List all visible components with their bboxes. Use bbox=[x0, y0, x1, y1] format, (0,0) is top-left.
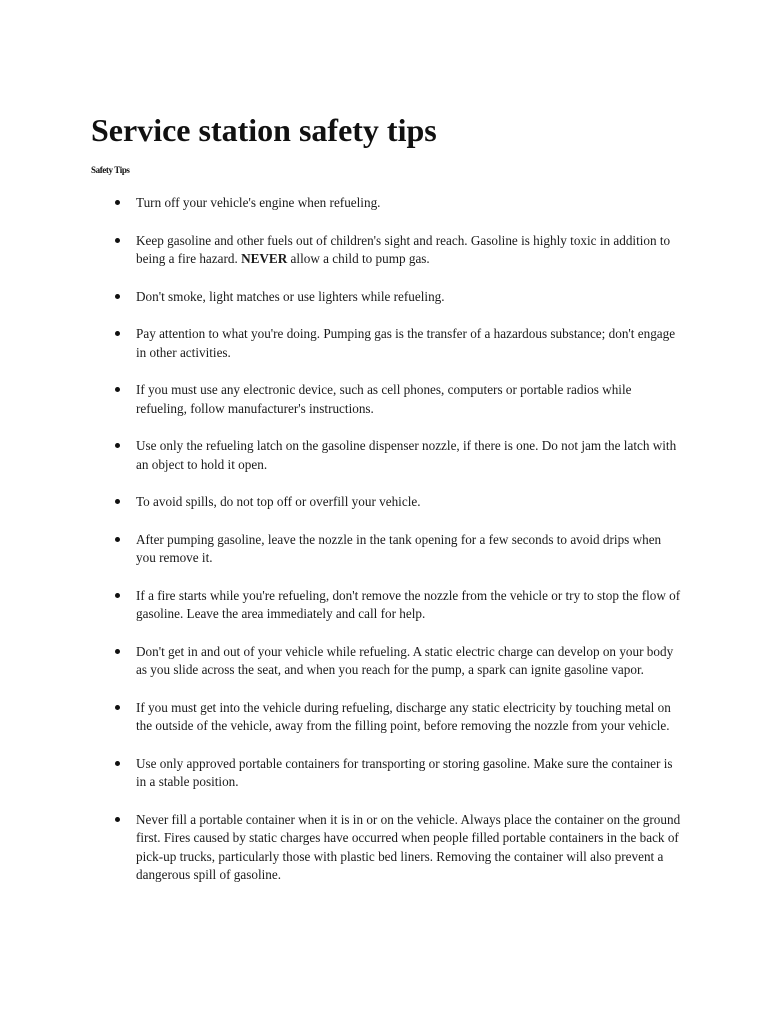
tip-text: After pumping gasoline, leave the nozzle in the tank opening for a few seconds to avoid drips when you remove it. bbox=[136, 531, 662, 565]
tip-text bbox=[136, 233, 670, 267]
bullet-icon bbox=[115, 331, 120, 336]
bullet-icon bbox=[115, 294, 120, 299]
tip-text: Turn off your vehicle's engine when refueling. bbox=[136, 195, 381, 210]
bullet-icon bbox=[115, 238, 120, 243]
list-item bbox=[112, 699, 682, 736]
bullet-icon bbox=[115, 537, 120, 542]
tips-list bbox=[112, 194, 682, 904]
bullet-icon bbox=[115, 817, 120, 822]
list-item bbox=[112, 587, 682, 624]
bullet-icon bbox=[115, 593, 120, 598]
list-item bbox=[112, 381, 682, 418]
list-item bbox=[112, 437, 682, 474]
bullet-icon bbox=[115, 443, 120, 448]
list-item bbox=[112, 493, 682, 512]
list-item bbox=[112, 531, 682, 568]
list-item bbox=[112, 288, 682, 307]
bullet-icon bbox=[115, 649, 120, 654]
tip-text: Pay attention to what you're doing. Pumping gas is the transfer of a hazardous substance; don't engage in other activities. bbox=[136, 326, 676, 360]
list-item bbox=[112, 755, 682, 792]
bullet-icon bbox=[115, 761, 120, 766]
bullet-icon bbox=[115, 705, 120, 710]
tip-text: Don't get in and out of your vehicle while refueling. A static electric charge can develop on your body as you slide across the seat, and when you reach for the pump, a spark can ignite gasoline vapor. bbox=[136, 643, 674, 677]
list-item bbox=[112, 325, 682, 362]
tip-text: If a fire starts while you're refueling, don't remove the nozzle from the vehicle or try to stop the flow of gasoline. Leave the area immediately and call for help. bbox=[136, 587, 681, 621]
tip-text-part: Keep gasoline and other fuels out of children's sight and reach. Gasoline is highly toxic in addition to being a fire hazard. bbox=[136, 232, 671, 266]
tip-text: Never fill a portable container when it is in or on the vehicle. Always place the container on the ground first. Fires caused by static charges have occurred when people filled portable containers in the back of pick-up trucks, particularly those with plastic bed liners. Removing the container will also prevent a dangerous spill of gasoline. bbox=[136, 811, 681, 882]
tip-text: Don't smoke, light matches or use lighters while refueling. bbox=[136, 288, 445, 304]
list-item bbox=[112, 232, 682, 269]
list-item bbox=[112, 811, 682, 885]
tip-text: If you must get into the vehicle during refueling, discharge any static electricity by touching metal on the outside of the vehicle, away from the filling point, before removing the nozzle from your vehicle. bbox=[136, 699, 671, 733]
emphasis-text: NEVER bbox=[241, 251, 288, 266]
tip-text: To avoid spills, do not top off or overfill your vehicle. bbox=[136, 494, 421, 509]
page-title: Service station safety tips bbox=[91, 112, 437, 148]
tip-text: Use only approved portable containers for transporting or storing gasoline. Make sure the container is in a stable position. bbox=[136, 755, 673, 789]
bullet-icon bbox=[115, 200, 120, 205]
bullet-icon bbox=[115, 499, 120, 504]
tip-text-part: allow a child to pump gas. bbox=[287, 251, 430, 266]
list-item bbox=[112, 643, 682, 680]
bullet-icon bbox=[115, 387, 120, 392]
section-heading: Safety Tips bbox=[91, 165, 130, 175]
tip-text: If you must use any electronic device, such as cell phones, computers or portable radios while refueling, follow manufacturer's instructions. bbox=[136, 382, 632, 416]
tip-text: Use only the refueling latch on the gasoline dispenser nozzle, if there is one. Do not jam the latch with an object to hold it open. bbox=[136, 438, 677, 472]
list-item bbox=[112, 194, 682, 213]
